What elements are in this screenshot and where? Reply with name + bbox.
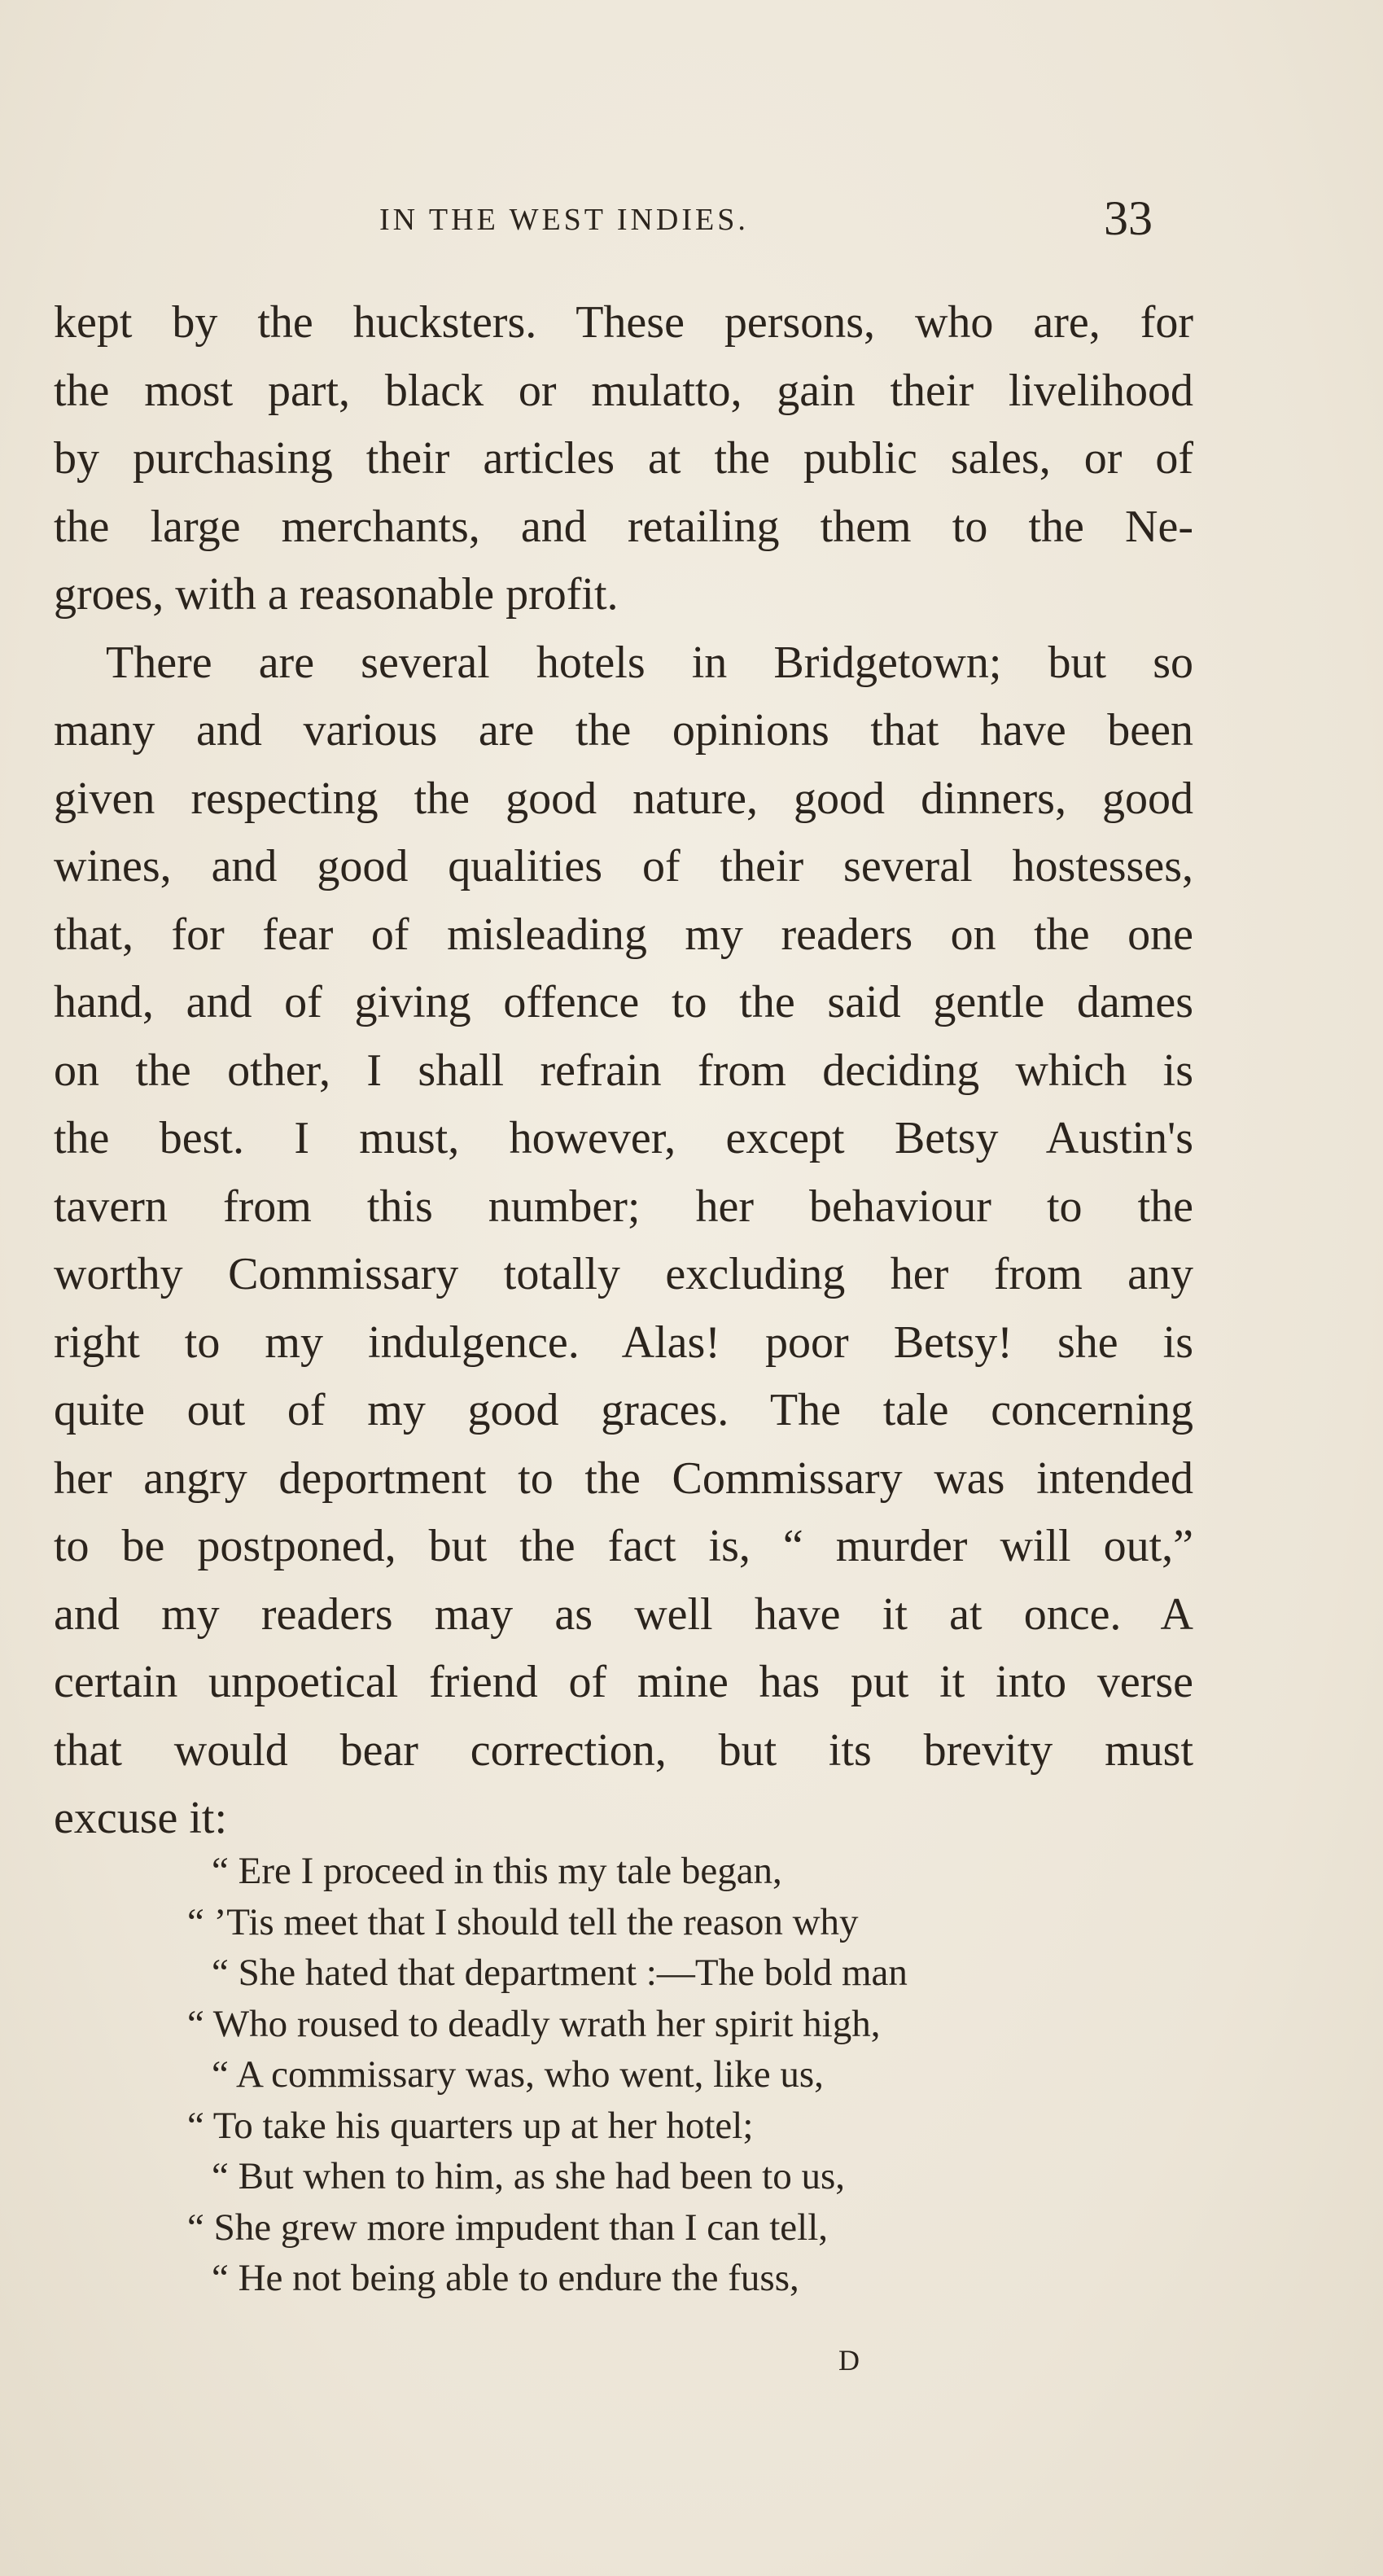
text-line: wines, and good qualities of their several hostesses, <box>54 841 1193 892</box>
verse-line: “ Ere I proceed in this my tale began, <box>212 1850 782 1892</box>
text-line: that would bear correction, but its brevity must <box>54 1724 1193 1776</box>
verse-line: “ A commissary was, who went, like us, <box>212 2053 824 2096</box>
text-line: by purchasing their articles at the public sales, or of <box>54 433 1193 484</box>
text-line: and my readers may as well have it at once. A <box>54 1588 1193 1640</box>
text-line: worthy Commissary totally excluding her from any <box>54 1249 1193 1299</box>
text-line: certain unpoetical friend of mine has put it into verse <box>54 1657 1193 1707</box>
text-line: many and various are the opinions that have been <box>54 705 1193 756</box>
text-line: hand, and of giving offence to the said gentle dames <box>54 977 1193 1027</box>
text-line: that, for fear of misleading my readers on the one <box>54 909 1193 960</box>
text-line: groes, with a reasonable profit. <box>54 569 619 620</box>
text-line: the large merchants, and retailing them to the Ne- <box>54 501 1193 552</box>
verse-block <box>187 1846 1164 2304</box>
text-line: given respecting the good nature, good dinners, good <box>54 773 1193 824</box>
text-line: the most part, black or mulatto, gain their livelihood <box>54 365 1193 416</box>
text-line: right to my indulgence. Alas! poor Betsy! she is <box>54 1316 1193 1368</box>
text-line: her angry deportment to the Commissary was intended <box>54 1452 1193 1504</box>
text-line: There are several hotels in Bridgetown; but so <box>106 637 1193 688</box>
verse-line: “ She hated that department :—The bold man <box>212 1952 908 1994</box>
text-line: on the other, I shall refrain from deciding which is <box>54 1045 1193 1096</box>
text-line: kept by the hucksters. These persons, who are, for <box>54 297 1193 348</box>
verse-line: “ But when to him, as she had been to us, <box>212 2155 845 2197</box>
text-line: quite out of my good graces. The tale concerning <box>54 1385 1193 1435</box>
running-head: IN THE WEST INDIES. <box>379 203 749 237</box>
body-text <box>54 289 1193 1853</box>
signature-mark: D <box>838 2344 860 2377</box>
verse-line: “ He not being able to endure the fuss, <box>212 2257 799 2299</box>
verse-line: “ Who roused to deadly wrath her spirit high, <box>187 2002 881 2045</box>
text-line: to be postponed, but the fact is, “ murder will out,” <box>54 1521 1193 1571</box>
verse-line: “ She grew more impudent than I can tell, <box>187 2206 828 2249</box>
verse-line: “ To take his quarters up at her hotel; <box>187 2104 754 2147</box>
text-line: tavern from this number; her behaviour to the <box>54 1181 1193 1232</box>
text-line: excuse it: <box>54 1793 228 1843</box>
page-number: 33 <box>1104 191 1153 245</box>
verse-line: “ ’Tis meet that I should tell the reason why <box>187 1900 859 1943</box>
text-line: the best. I must, however, except Betsy Austin's <box>54 1113 1193 1163</box>
